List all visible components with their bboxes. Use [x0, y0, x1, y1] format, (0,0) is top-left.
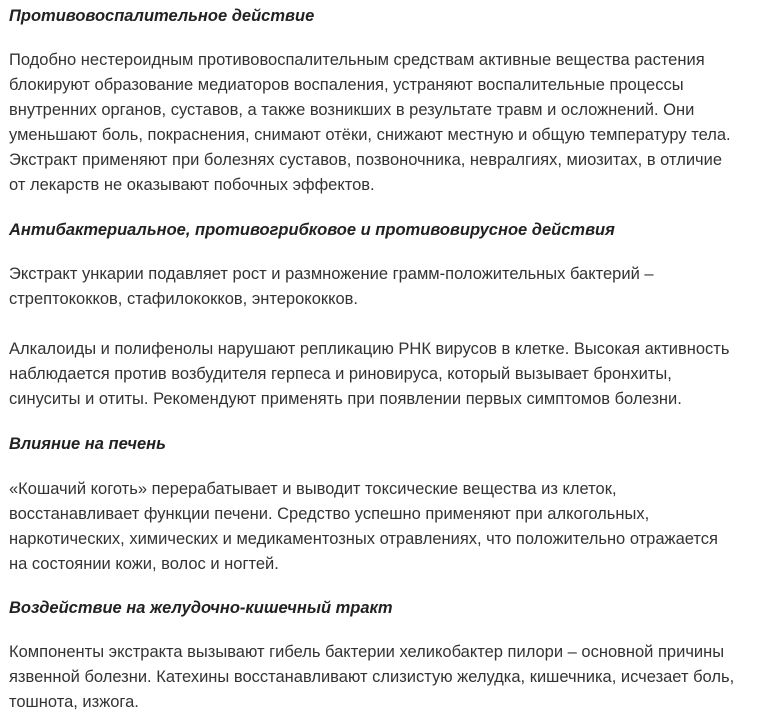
paragraph-line: «Кошачий коготь» перерабатывает и выводит токсические вещества из клеток, — [9, 480, 617, 498]
section-heading-anti-inflammatory: Противовоспалительное действие — [9, 7, 315, 25]
paragraph-line: наблюдается против возбудителя герпеса и риновируса, который вызывает бронхиты, — [9, 365, 672, 383]
paragraph-line: Экстракт ункарии подавляет рост и размножение грамм-положительных бактерий – — [9, 265, 654, 283]
paragraph-liver — [9, 477, 764, 577]
paragraph-line: язвенной болезни. Катехины восстанавливают слизистую желудка, кишечника, исчезает боль, — [9, 668, 735, 686]
paragraph-line: Подобно нестероидным противовоспалительным средствам активные вещества растения — [9, 51, 705, 69]
paragraph-line: наркотических, химических и медикаментозных отравлениях, что положительно отражается — [9, 530, 718, 548]
paragraph-line: Компоненты экстракта вызывают гибель бактерии хеликобактер пилори – основной причины — [9, 643, 725, 661]
paragraph-line: Экстракт применяют при болезнях суставов, позвоночника, невралгиях, миозитах, в отличие — [9, 151, 723, 169]
section-heading-antibacterial: Антибактериальное, противогрибковое и противовирусное действия — [9, 221, 615, 239]
paragraph-anti-inflammatory — [9, 48, 764, 198]
paragraph-line: уменьшают боль, покраснения, снимают отёки, снижают местную и общую температуру тела. — [9, 126, 731, 144]
paragraph-line: от лекарств не оказывают побочных эффектов. — [9, 176, 375, 194]
paragraph-line: внутренних органов, суставов, а также возникших в результате травм и осложнений. Они — [9, 101, 695, 119]
paragraph-gastrointestinal — [9, 640, 764, 715]
paragraph-antibacterial-1 — [9, 262, 764, 312]
paragraph-line: тошнота, изжога. — [9, 693, 139, 711]
paragraph-line: восстанавливает функции печени. Средство успешно применяют при алкогольных, — [9, 505, 650, 523]
section-heading-gastrointestinal: Воздействие на желудочно-кишечный тракт — [9, 599, 393, 617]
paragraph-line: синуситы и отиты. Рекомендуют применять при появлении первых симптомов болезни. — [9, 390, 682, 408]
paragraph-line: блокируют образование медиаторов воспаления, устраняют воспалительные процессы — [9, 76, 684, 94]
paragraph-antibacterial-2 — [9, 337, 764, 412]
section-heading-liver: Влияние на печень — [9, 435, 166, 453]
paragraph-line: на состоянии кожи, волос и ногтей. — [9, 555, 279, 573]
paragraph-line: стрептококков, стафилококков, энтерококков. — [9, 290, 359, 308]
paragraph-line: Алкалоиды и полифенолы нарушают репликацию РНК вирусов в клетке. Высокая активность — [9, 340, 730, 358]
